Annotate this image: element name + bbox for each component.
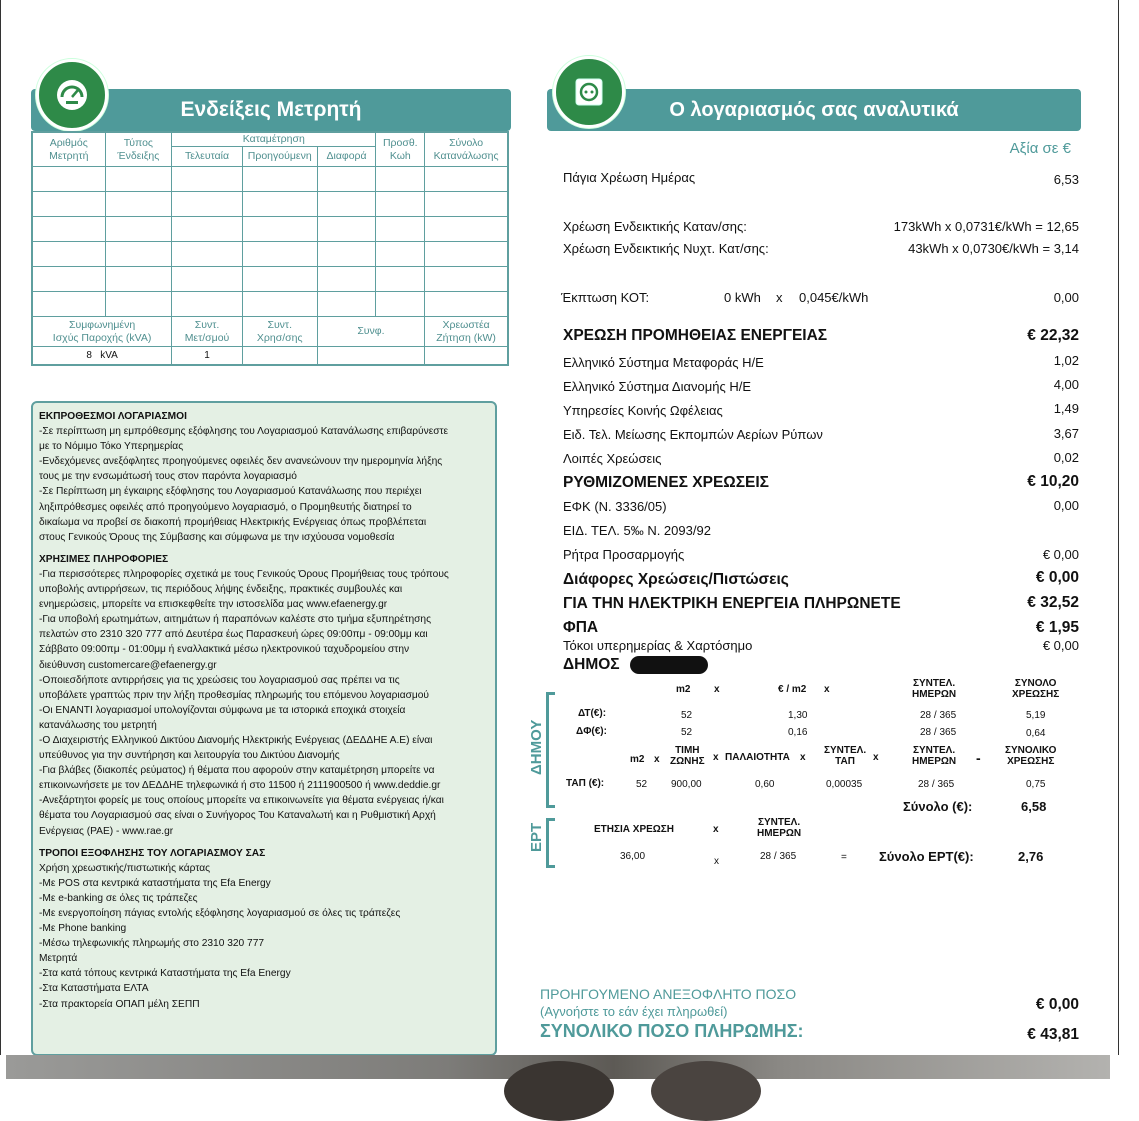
ert-days: 28 / 365 — [760, 851, 797, 862]
footer-photo — [6, 1055, 1110, 1079]
info-line: θέματα του Λογαριασμού σας είναι ο Συνήγορος Του Καταναλωτή και η Ρυθμιστική Αρχή — [39, 810, 436, 822]
tap-h-x1: x — [654, 754, 660, 765]
photo-person — [651, 1061, 761, 1121]
tap-age: 0,60 — [755, 779, 775, 790]
kot-value: 0,00 — [1053, 290, 1079, 305]
total-payment-value: € 43,81 — [1027, 1026, 1079, 1043]
etmear-label: Ειδ. Τελ. Μείωσης Εκπομπών Αερίων Ρύπων — [563, 427, 823, 442]
overdue-title: ΕΚΠΡΟΘΕΣΜΟΙ ΛΟΓΑΡΙΑΣΜΟΙ — [39, 411, 187, 422]
distribution-value: 4,00 — [1053, 377, 1079, 392]
redaction-mark — [630, 656, 708, 674]
info-line: -Στα πρακτορεία ΟΠΑΠ μέλη ΣΕΠΠ — [39, 998, 200, 1010]
socket-icon — [553, 56, 625, 128]
table-row — [32, 292, 508, 317]
ert-sum-value: 2,76 — [1018, 849, 1044, 864]
day-consumption-value: 173kWh x 0,0731€/kWh = 12,65 — [893, 219, 1079, 234]
tap-h-dash: - — [976, 750, 981, 766]
day-consumption-label: Χρέωση Ενδεικτικής Καταν/σης: — [563, 219, 747, 234]
bill-section-title: Ο λογαριασμός σας αναλυτικά — [669, 98, 959, 121]
fixed-charge-label: Πάγια Χρέωση Ημέρας — [563, 170, 696, 185]
ert-sum-label: Σύνολο ΕΡΤ(€): — [879, 849, 974, 864]
info-line: Χρήση χρεωστικής/πιστωτικής κάρτας — [39, 862, 210, 874]
municipality-label: ΔΗΜΟΣ — [563, 656, 620, 673]
table-row — [32, 217, 508, 242]
municipality-bracket — [546, 692, 555, 808]
municipality-vertical-label: ΔΗΜΟΥ — [528, 719, 545, 775]
power-value: 8 — [86, 349, 92, 361]
overdue-text — [39, 424, 489, 545]
info-line: υπεύθυνος για την συντήρηση και λειτουργία του Δικτύου Διανομής — [39, 750, 340, 762]
ert-eq: = — [841, 852, 847, 863]
table-row — [32, 192, 508, 217]
supply-charge-value: € 22,32 — [1027, 327, 1079, 344]
ert-x: x — [714, 856, 719, 867]
photo-person — [504, 1061, 614, 1121]
df-rate: 0,16 — [788, 727, 808, 738]
info-line: πελατών στο 2310 320 777 από Δευτέρα έως Παρασκευή ώρες 09:00πμ - 09:00μμ και — [39, 629, 428, 641]
info-line: κατανάλωσης του μετρητή — [39, 719, 157, 731]
previous-unpaid-value: € 0,00 — [1035, 996, 1079, 1013]
misc-charges-label: Διάφορες Χρεώσεις/Πιστώσεις — [563, 571, 789, 588]
table-row — [32, 167, 508, 192]
table-row — [32, 242, 508, 267]
info-line: -Στα Καταστήματα ΕΛΤΑ — [39, 983, 149, 995]
dt-rate: 1,30 — [788, 710, 808, 721]
table-row — [32, 267, 508, 292]
tap-h-x4: x — [873, 752, 879, 763]
dimos-h-eur: € / m2 — [778, 684, 807, 695]
tap-value: 0,75 — [1026, 779, 1046, 790]
info-line: -Ο Διαχειριστής Ελληνικού Δικτύου Διανομής Ηλεκτρικής Ενέργειας (ΔΕΔΔΗΕ Α.Ε) είναι — [39, 734, 433, 746]
meter-readings-table: Αριθμός Μετρητή Τύπος Ένδειξης Καταμέτρηση Προσθ. Κωh Σύνολο Κατανάλωσης Τελευταία Προηγούμενη Διαφορά Συμφωνημένη Ισχύς Παροχής (kVA) Συντ. Μετ/σμού Συντ. Χρησ/σης Συνφ. Χρεωστέα Ζήτηση (kW) 8 kVA 1 — [31, 131, 509, 366]
energy-pay-label: ΓΙΑ ΤΗΝ ΗΛΕΚΤΡΙΚΗ ΕΝΕΡΓΕΙΑ ΠΛΗΡΩΝΕΤΕ — [563, 595, 901, 612]
vat-label: ΦΠΑ — [563, 619, 599, 636]
info-line: υποβάλετε γραπτώς πριν την λήξη προθεσμίας πληρωμής του επόμενου λογαριασμού — [39, 689, 429, 701]
df-value: 0,64 — [1026, 728, 1046, 739]
tap-h-age: ΠΑΛΑΙΟΤΗΤΑ — [725, 752, 790, 763]
payment-methods-title: ΤΡΟΠΟΙ ΕΞΟΦΛΗΣΗΣ ΤΟΥ ΛΟΓΑΡΙΑΣΜΟΥ ΣΑΣ — [39, 847, 266, 859]
tap-zone: 900,00 — [671, 779, 702, 790]
tap-h-x2: x — [713, 752, 719, 763]
distribution-label: Ελληνικό Σύστημα Διανομής Η/Ε — [563, 379, 751, 394]
tap-h-m2: m2 — [630, 754, 645, 765]
info-line: -Για βλάβες (διακοπές ρεύματος) ή θέματα που αφορούν στην καταμέτρηση μπορείτε να — [39, 765, 435, 777]
coef-value: 1 — [172, 347, 243, 365]
dimos-h-m2: m2 — [676, 684, 691, 695]
info-line: διεύθυνση customercare@efaenergy.gr — [39, 659, 217, 671]
municipality-sum-value: 6,58 — [1021, 799, 1047, 814]
tap-label: ΤΑΠ (€): — [566, 778, 605, 789]
interest-value: € 0,00 — [1042, 638, 1079, 653]
efk-value: 0,00 — [1053, 498, 1079, 513]
info-line: -Με POS στα κεντρικά καταστήματα της Efa Energy — [39, 877, 271, 889]
misc-charges-value: € 0,00 — [1035, 569, 1079, 586]
etmear-value: 3,67 — [1053, 426, 1079, 441]
info-line: -Οι ΕΝΑΝΤΙ λογαριασμοί υπολογίζονται σύμφωνα με τα ιστορικά εποχικά στοιχεία — [39, 704, 406, 716]
kot-x: x — [776, 290, 783, 305]
transmission-label: Ελληνικό Σύστημα Μεταφοράς Η/Ε — [563, 355, 764, 370]
info-line: -Οποιεσδήποτε αντιρρήσεις για τις χρεώσεις του λογαριασμού σας πρέπει να τις — [39, 674, 400, 686]
useful-info-text — [39, 567, 489, 839]
total-payment-label: ΣΥΝΟΛΙΚΟ ΠΟΣΟ ΠΛΗΡΩΜΗΣ: — [540, 1021, 804, 1041]
tap-coef: 0,00035 — [826, 779, 863, 790]
energy-pay-value: € 32,52 — [1027, 594, 1079, 611]
tap-h-x3: x — [800, 752, 806, 763]
interest-label: Τόκοι υπερημερίας & Χαρτόσημο — [563, 638, 753, 653]
info-line: -Μέσω τηλεφωνικής πληρωμής στο 2310 320 777 — [39, 938, 265, 950]
bill-section-header — [547, 89, 1081, 131]
info-line: ληξιπρόθεσμες οφειλές από προηγούμενο λογαριασμό, ο Προμηθευτής διατηρεί το — [39, 501, 412, 513]
ert-bracket — [546, 818, 555, 868]
info-line: δικαίωμα να προβεί σε διακοπή προμήθειας Ηλεκτρικής Ενέργειας όπως προβλέπεται — [39, 516, 427, 528]
info-line: επικοινωνήσετε με τον ΔΕΔΔΗΕ τηλεφωνικά ή στο 11500 ή 2111900500 ή www.deddie.gr — [39, 780, 441, 792]
info-line: -Ενδεχόμενες ανεξόφλητες προηγούμενες οφειλές δεν ανανεώνουν την ημερομηνία λήξης — [39, 456, 443, 468]
tap-days: 28 / 365 — [918, 779, 955, 790]
ert-h-annual: ΕΤΗΣΙΑ ΧΡΕΩΣΗ — [594, 824, 675, 835]
dimos-h-x2: x — [824, 684, 830, 695]
adjustment-clause-label: Ρήτρα Προσαρμογής — [563, 547, 685, 562]
gauge-icon — [36, 59, 108, 131]
night-consumption-value: 43kWh x 0,0730€/kWh = 3,14 — [908, 241, 1079, 256]
municipality-sum-label: Σύνολο (€): — [903, 799, 973, 814]
dt-days: 28 / 365 — [920, 710, 957, 721]
useful-info-title: ΧΡΗΣΙΜΕΣ ΠΛΗΡΟΦΟΡΙΕΣ — [39, 553, 169, 565]
meter-section-title: Ενδείξεις Μετρητή — [180, 98, 362, 121]
dt-label: ΔΤ(€): — [578, 708, 607, 719]
night-consumption-label: Χρέωση Ενδεικτικής Νυχτ. Κατ/σης: — [563, 241, 769, 256]
kot-kwh: 0 kWh — [724, 290, 761, 305]
dt-value: 5,19 — [1026, 710, 1046, 721]
tap-m2: 52 — [636, 779, 648, 790]
other-charges-label: Λοιπές Χρεώσεις — [563, 451, 662, 466]
payment-methods-text — [39, 861, 489, 1012]
info-line: υποβολής αντιρρήσεων, τις περιόδους λήψης ένδειξης, πρακτικές συμβουλές και — [39, 584, 403, 596]
info-line: -Στα κατά τόπους κεντρικά Καταστήματα της Efa Energy — [39, 968, 291, 980]
fixed-charge-value: 6,53 — [1053, 172, 1079, 187]
info-line: ενημερώσεις, μπορείτε να επισκεφθείτε την ιστοσελίδα μας www.efaenergy.gr — [39, 599, 388, 611]
ert-vertical-label: ΕΡΤ — [528, 822, 545, 852]
info-line: -Με ενεργοποίηση πάγιας εντολής εξόφλησης λογαριασμού σε όλες τις τράπεζες — [39, 908, 401, 919]
ert-annual: 36,00 — [620, 851, 646, 862]
ert-h-x: x — [713, 824, 719, 835]
df-m2: 52 — [681, 727, 693, 738]
regulated-charges-value: € 10,20 — [1027, 473, 1079, 490]
info-line: -Για περισσότερες πληροφορίες σχετικά με τους Γενικούς Όρους Προμήθειας τους τρόπους — [39, 568, 449, 580]
info-line: -Με Phone banking — [39, 923, 127, 935]
info-line: Ενέργειας (ΡΑΕ) - www.rae.gr — [39, 825, 174, 837]
info-line: στους Γενικούς Όρους της Σύμβασης και σύμφωνα με την ισχύουσα νομοθεσία — [39, 531, 395, 543]
info-box — [31, 401, 497, 1056]
info-line: Σάββατο 09:00πμ - 01:00μμ ή εναλλακτικά μέσω ηλεκτρονικού ταχυδρομείου στην — [39, 644, 410, 656]
previous-unpaid-note: (Αγνοήστε το εάν έχει πληρωθεί) — [540, 1004, 728, 1019]
yko-label: Υπηρεσίες Κοινής Ωφέλειας — [563, 403, 723, 418]
yko-value: 1,49 — [1053, 401, 1079, 416]
df-days: 28 / 365 — [920, 727, 957, 738]
regulated-charges-label: ΡΥΘΜΙΖΟΜΕΝΕΣ ΧΡΕΩΣΕΙΣ — [563, 474, 769, 491]
supply-charge-label: ΧΡΕΩΣΗ ΠΡΟΜΗΘΕΙΑΣ ΕΝΕΡΓΕΙΑΣ — [563, 327, 828, 344]
efk-label: ΕΦΚ (Ν. 3336/05) — [563, 499, 667, 514]
value-header: Αξία σε € — [1009, 140, 1071, 157]
kot-label: Έκπτωση ΚΟΤ: — [561, 290, 650, 305]
info-line: -Σε Περίπτωση μη έγκαιρης εξόφλησης του Λογαριασμού Κατανάλωσης που περιέχει — [39, 486, 422, 498]
info-line: -Ανεξάρτητοι φορείς με τους οποίους μπορείτε να επικοινωνείτε για θέματα ενέργειας ή/και — [39, 795, 444, 807]
transmission-value: 1,02 — [1053, 353, 1079, 368]
info-line: -Για υποβολή ερωτημάτων, αιτημάτων ή παραπόνων καλέστε στο τμήμα εξυπηρέτησης — [39, 614, 432, 626]
dt-m2: 52 — [681, 710, 693, 721]
info-line: -Με e-banking σε όλες τις τράπεζες — [39, 892, 198, 904]
dimos-h-x: x — [714, 684, 720, 695]
kot-rate: 0,045€/kWh — [799, 290, 869, 305]
info-line: τους με την ενσωμάτωσή τους στον παρόντα λογαριασμό — [39, 471, 297, 483]
info-line: με το Νόμιμο Τόκο Υπερημερίας — [39, 441, 184, 453]
df-label: ΔΦ(€): — [576, 726, 607, 737]
info-line: -Σε περίπτωση μη εμπρόθεσμης εξόφλησης του Λογαριασμού Κατανάλωσης επιβαρύνεστε — [39, 426, 449, 438]
other-charges-value: 0,02 — [1053, 450, 1079, 465]
previous-unpaid-label: ΠΡΟΗΓΟΥΜΕΝΟ ΑΝΕΞΟΦΛΗΤΟ ΠΟΣΟ — [540, 986, 797, 1002]
vat-value: € 1,95 — [1035, 619, 1079, 636]
info-line: Μετρητά — [39, 953, 78, 965]
adjustment-clause-value: € 0,00 — [1042, 547, 1079, 562]
power-unit: kVA — [100, 349, 118, 361]
special-tax-label: ΕΙΔ. ΤΕΛ. 5‰ Ν. 2093/92 — [563, 523, 711, 538]
